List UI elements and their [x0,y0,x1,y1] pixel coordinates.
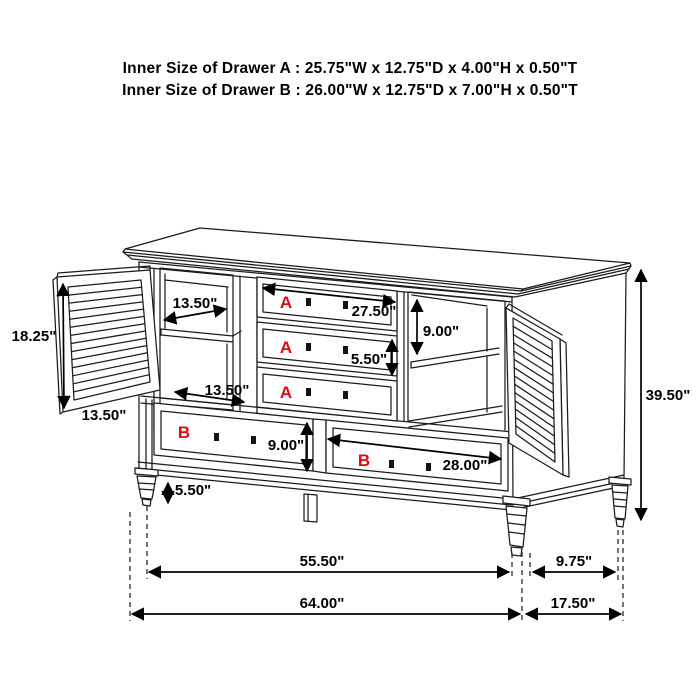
cabinet-top [123,228,631,297]
dim-lower-compartment-width-label: 13.50" [204,382,250,399]
drawer-a3 [257,367,397,421]
dim-front-leg-span-label: 55.50" [299,553,345,570]
drawer-a3-label: A [279,383,293,402]
drawer-b2-label: B [357,451,371,470]
drawer-size-note [0,58,700,102]
dim-right-compartment-height-label: 9.00" [422,323,460,340]
dim-door-width-label: 13.50" [81,407,127,424]
dim-door-height-label: 18.25" [11,328,57,345]
dim-side-leg-span-label: 9.75" [555,553,593,570]
extension-lines [130,506,623,621]
dim-overall-depth-label: 17.50" [550,595,596,612]
dim-drawer-b-width-label: 28.00" [442,457,488,474]
dim-leg-height-label: 5.50" [174,482,212,499]
dim-overall-height-label: 39.50" [645,387,691,404]
dim-upper-shelf-width-label: 13.50" [172,295,218,312]
drawer-b2 [326,420,508,491]
drawer-a1-label: A [279,293,293,312]
dim-drawer-a-width-label: 27.50" [351,303,397,320]
dim-drawer-b-height-label: 9.00" [267,437,305,454]
drawer-a-size-line: Inner Size of Drawer A : 25.75"W x 12.75"D x 4.00"H x 0.50"T [122,60,578,77]
drawer-b-divider [313,419,326,473]
drawer-b-size-line: Inner Size of Drawer B : 26.00"W x 12.75"D x 7.00"H x 0.50"T [122,82,578,99]
dim-overall-width-label: 64.00" [299,595,345,612]
left-door [53,266,160,414]
right-door [506,304,569,477]
drawer-a2-label: A [279,338,293,357]
right-compartment [409,292,505,430]
drawer-b1-label: B [177,423,191,442]
dim-drawer-a-height-label: 5.50" [350,351,388,368]
